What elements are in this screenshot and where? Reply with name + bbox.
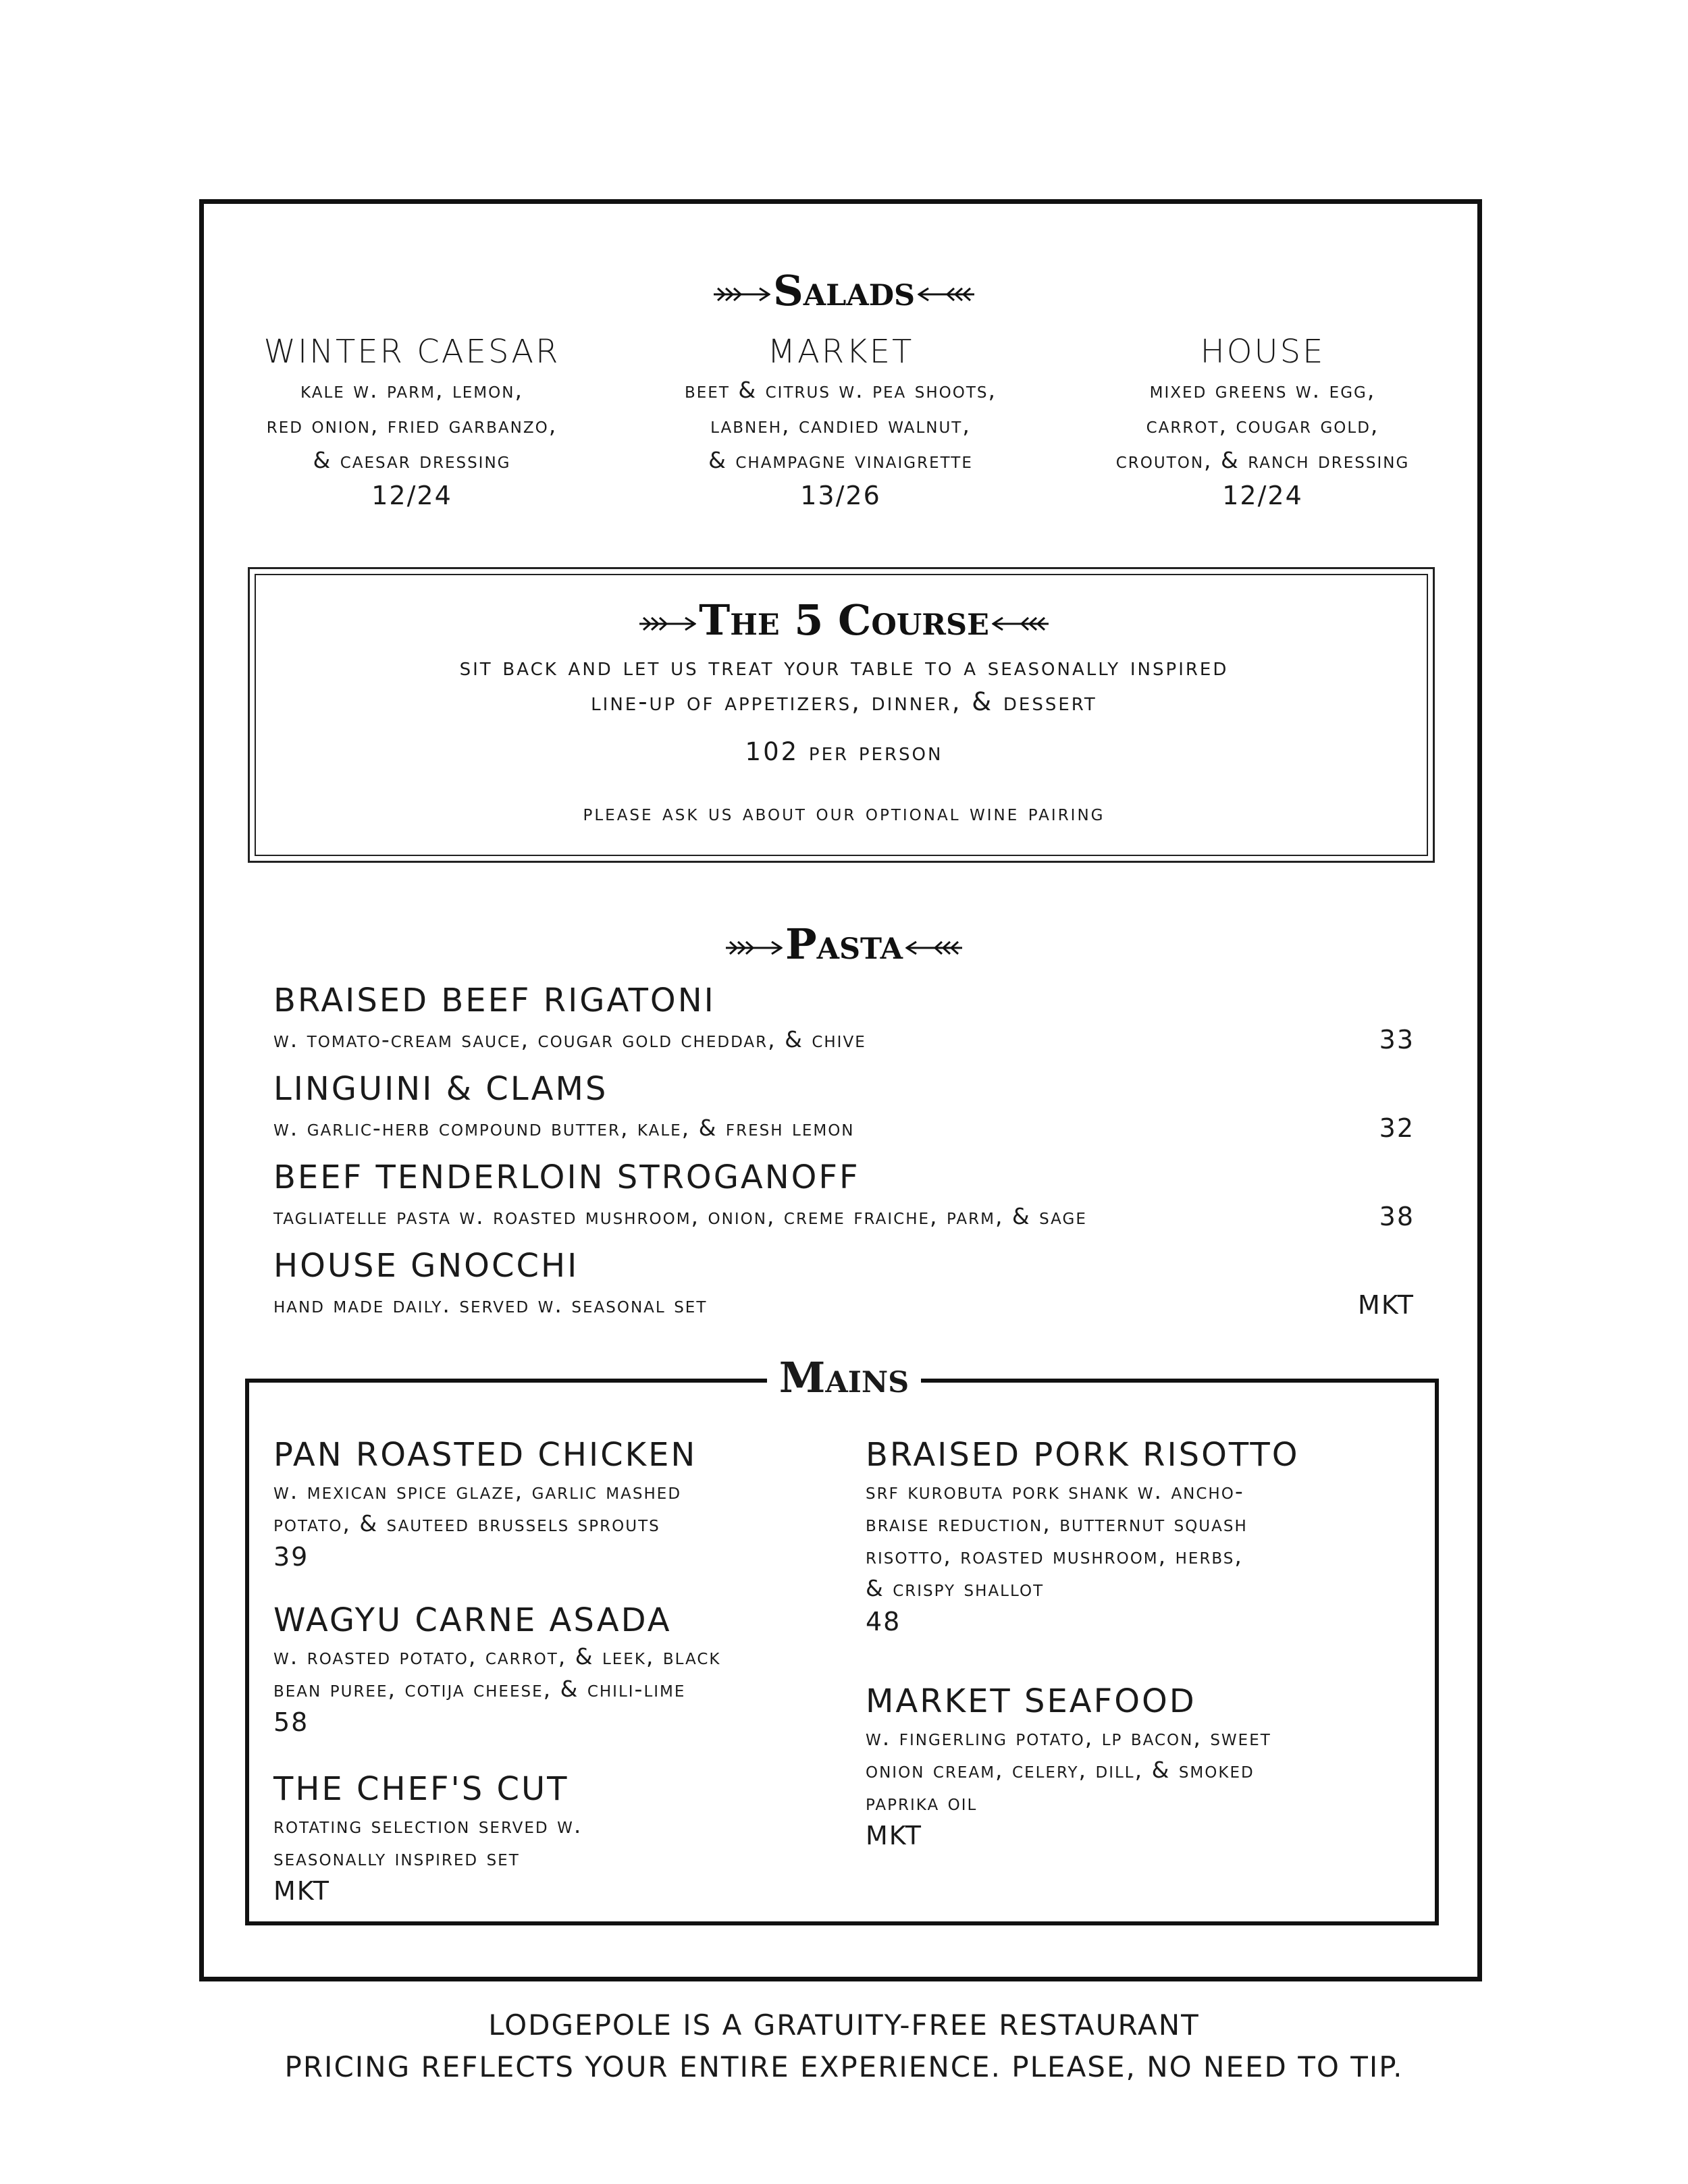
main-name: MARKET SEAFOOD bbox=[866, 1682, 1196, 1720]
five-course-desc-line: sit back and let us treat your table to a seasonally inspired bbox=[459, 652, 1229, 681]
pasta-name: HOUSE GNOCCHI bbox=[273, 1247, 579, 1285]
main-item bbox=[273, 1600, 827, 1739]
main-name: WAGYU CARNE ASADA bbox=[273, 1601, 672, 1639]
main-desc-line: paprika oil bbox=[866, 1789, 978, 1815]
pasta-desc: w. garlic-herb compound butter, kale, & fresh lemon bbox=[273, 1115, 855, 1141]
main-desc-line: onion cream, celery, dill, & smoked bbox=[866, 1757, 1255, 1783]
main-desc-line: risotto, roasted mushroom, herbs, bbox=[866, 1543, 1243, 1569]
salad-price: 12/24 bbox=[371, 481, 452, 510]
pasta-item bbox=[273, 1157, 1415, 1235]
salad-name: MARKET bbox=[767, 333, 914, 371]
salad-market bbox=[631, 331, 1050, 513]
pasta-price: MKT bbox=[1358, 1290, 1415, 1320]
salad-name: WINTER CAESAR bbox=[263, 333, 560, 371]
five-course-desc-line: line-up of appetizers, dinner, & dessert bbox=[591, 687, 1097, 716]
main-name: PAN ROASTED CHICKEN bbox=[273, 1436, 697, 1474]
footer-line: PRICING REFLECTS YOUR ENTIRE EXPERIENCE. PLEASE, NO NEED TO TIP. bbox=[284, 2050, 1404, 2083]
arrow-left-icon bbox=[724, 939, 783, 957]
footer-line: LODGEPOLE IS A GRATUITY-FREE RESTAURANT bbox=[488, 2008, 1200, 2042]
salad-price: 13/26 bbox=[800, 481, 881, 510]
main-desc-line: braise reduction, butternut squash bbox=[866, 1510, 1248, 1537]
pasta-heading: Pasta bbox=[0, 924, 1688, 965]
arrow-right-icon bbox=[918, 286, 976, 303]
main-item bbox=[866, 1681, 1419, 1853]
main-price: 39 bbox=[273, 1542, 309, 1572]
pasta-price: 32 bbox=[1379, 1113, 1415, 1143]
salad-desc-line: red onion, fried garbanzo, bbox=[266, 412, 558, 438]
arrow-right-icon bbox=[992, 615, 1050, 633]
pasta-price: 33 bbox=[1379, 1025, 1415, 1055]
main-item bbox=[866, 1435, 1419, 1639]
main-price: 58 bbox=[273, 1707, 309, 1737]
five-course-heading: The 5 Course bbox=[0, 600, 1688, 641]
arrow-left-icon bbox=[638, 615, 696, 633]
salad-house bbox=[1053, 331, 1472, 513]
main-name: THE CHEF'S CUT bbox=[273, 1770, 569, 1808]
salad-desc-line: beet & citrus w. pea shoots, bbox=[685, 377, 997, 403]
main-price: 48 bbox=[866, 1607, 901, 1636]
pasta-name: LINGUINI & CLAMS bbox=[273, 1070, 608, 1108]
main-desc-line: w. mexican spice glaze, garlic mashed bbox=[273, 1478, 682, 1504]
pasta-name: BRAISED BEEF RIGATONI bbox=[273, 982, 716, 1019]
salad-price: 12/24 bbox=[1222, 481, 1303, 510]
pasta-item bbox=[273, 1246, 1415, 1324]
pasta-price: 38 bbox=[1379, 1202, 1415, 1231]
main-desc-line: srf kurobuta pork shank w. ancho- bbox=[866, 1478, 1244, 1504]
pasta-desc: tagliatelle pasta w. roasted mushroom, onion, creme fraiche, parm, & sage bbox=[273, 1203, 1087, 1229]
main-price: MKT bbox=[273, 1876, 330, 1906]
pasta-desc: w. tomato-cream sauce, cougar gold cheddar, & chive bbox=[273, 1026, 866, 1053]
main-name: BRAISED PORK RISOTTO bbox=[866, 1436, 1300, 1474]
five-course-note: please ask us about our optional wine pairing bbox=[583, 799, 1105, 826]
salad-desc-line: mixed greens w. egg, bbox=[1149, 377, 1376, 403]
main-desc-line: bean puree, cotija cheese, & chili-lime bbox=[273, 1676, 686, 1702]
salad-name: HOUSE bbox=[1200, 333, 1325, 371]
salad-desc-line: carrot, cougar gold, bbox=[1146, 412, 1379, 438]
pasta-desc: hand made daily. served w. seasonal set bbox=[273, 1291, 708, 1318]
main-desc-line: potato, & sauteed brussels sprouts bbox=[273, 1510, 660, 1537]
salad-desc-line: kale w. parm, lemon, bbox=[300, 377, 523, 403]
mains-heading: Mains bbox=[0, 1357, 1688, 1399]
salad-desc-line: labneh, candied walnut, bbox=[710, 412, 971, 438]
salad-desc-line: & champagne vinaigrette bbox=[708, 447, 973, 473]
salads-heading: Salads bbox=[0, 270, 1688, 312]
five-course-price: 102 per person bbox=[745, 737, 943, 766]
main-desc-line: seasonally inspired set bbox=[273, 1844, 520, 1871]
main-desc-line: w. roasted potato, carrot, & leek, black bbox=[273, 1643, 721, 1670]
salad-desc-line: crouton, & ranch dressing bbox=[1115, 447, 1410, 473]
pasta-item bbox=[273, 980, 1415, 1059]
salad-desc-line: & caesar dressing bbox=[313, 447, 511, 473]
main-item bbox=[273, 1435, 827, 1574]
main-item bbox=[273, 1769, 827, 1908]
salad-winter-caesar bbox=[203, 331, 621, 513]
main-price: MKT bbox=[866, 1821, 922, 1850]
main-desc-line: rotating selection served w. bbox=[273, 1812, 583, 1838]
main-desc-line: & crispy shallot bbox=[866, 1575, 1045, 1601]
arrow-left-icon bbox=[712, 286, 770, 303]
arrow-right-icon bbox=[905, 939, 964, 957]
pasta-name: BEEF TENDERLOIN STROGANOFF bbox=[273, 1158, 860, 1196]
main-desc-line: w. fingerling potato, lp bacon, sweet bbox=[866, 1724, 1271, 1751]
pasta-item bbox=[273, 1069, 1415, 1147]
